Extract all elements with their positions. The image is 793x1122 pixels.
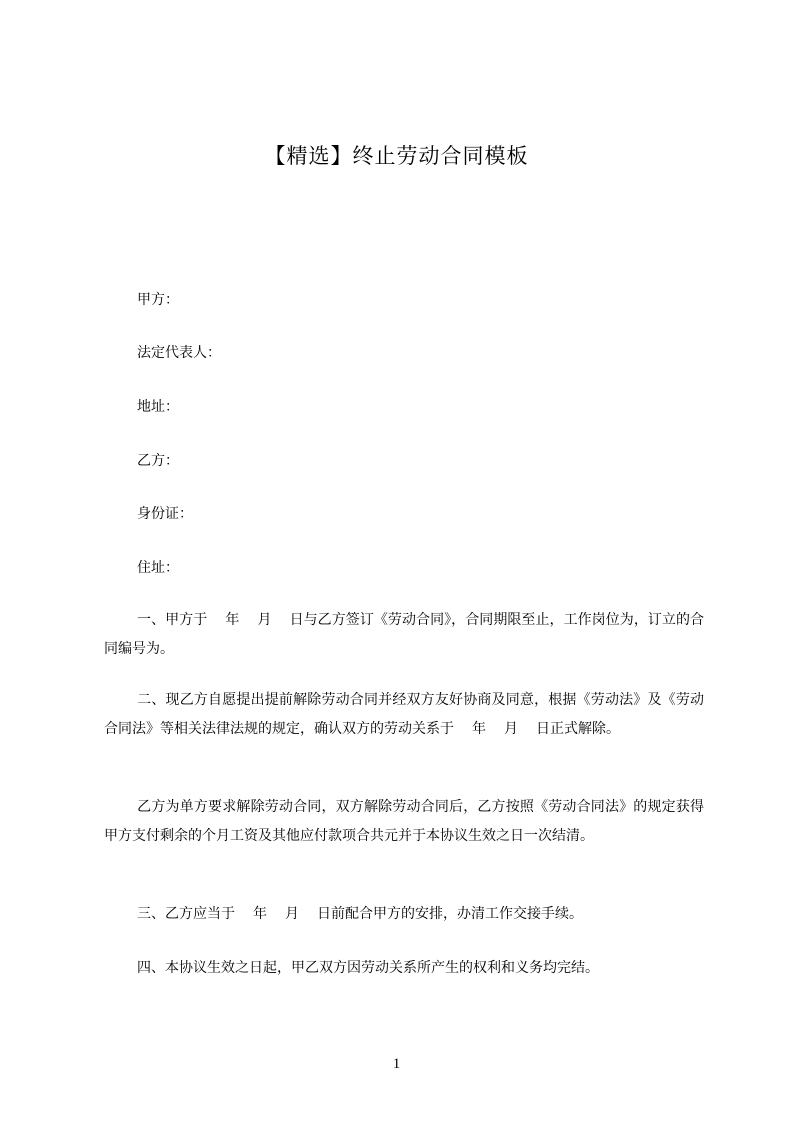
field-residence: 住址： xyxy=(137,560,179,576)
clause-1 xyxy=(104,606,704,664)
clause-1-year: 年 xyxy=(225,612,240,628)
clause-3 xyxy=(104,900,704,929)
clause-2-supplement-text: 乙方为单方要求解除劳动合同，双方解除劳动合同后，乙方按照《劳动合同法》的规定获得甲方支付剩余的个月工资及其他应付款项合共元并于本协议生效之日一次结清。 xyxy=(104,799,704,844)
clause-2-year: 年 xyxy=(472,721,486,737)
clause-4-text: 四、本协议生效之日起，甲乙双方因劳动关系所产生的权利和义务均完结。 xyxy=(137,960,599,976)
clause-3-year: 年 xyxy=(253,906,267,922)
clause-2-supplement xyxy=(104,793,704,851)
clause-1-month: 月 xyxy=(257,612,272,628)
clause-3-text-b: 日前配合甲方的安排，办清工作交接手续。 xyxy=(317,906,583,922)
clause-2-text-a: 二、现乙方自愿提出提前解除劳动合同并经双方友好协商及同意，根据《劳动法》及《劳动合同法》等相关法律法规的规定，确认双方的劳动关系于 xyxy=(104,692,704,737)
clause-3-text-a: 三、乙方应当于 xyxy=(137,906,235,922)
clause-3-month: 月 xyxy=(285,906,299,922)
clause-1-text-b: 日与乙方签订《劳动合同》，合同期限至止，工作岗位为，订立的合同编号为。 xyxy=(104,612,705,657)
document-title: 【精选】终止劳动合同模板 xyxy=(264,144,529,168)
clause-2-text-b: 日正式解除。 xyxy=(536,721,620,737)
clause-2-month: 月 xyxy=(504,721,518,737)
clause-2 xyxy=(104,686,704,744)
field-address: 地址： xyxy=(137,399,179,415)
field-id-card: 身份证： xyxy=(137,506,193,522)
field-party-b: 乙方： xyxy=(137,453,179,469)
field-party-a: 甲方： xyxy=(137,292,179,308)
page-number: 1 xyxy=(392,1056,401,1072)
clause-4 xyxy=(104,954,704,983)
clause-1-text-a: 一、甲方于 xyxy=(137,612,208,628)
field-legal-representative: 法定代表人： xyxy=(137,345,221,361)
